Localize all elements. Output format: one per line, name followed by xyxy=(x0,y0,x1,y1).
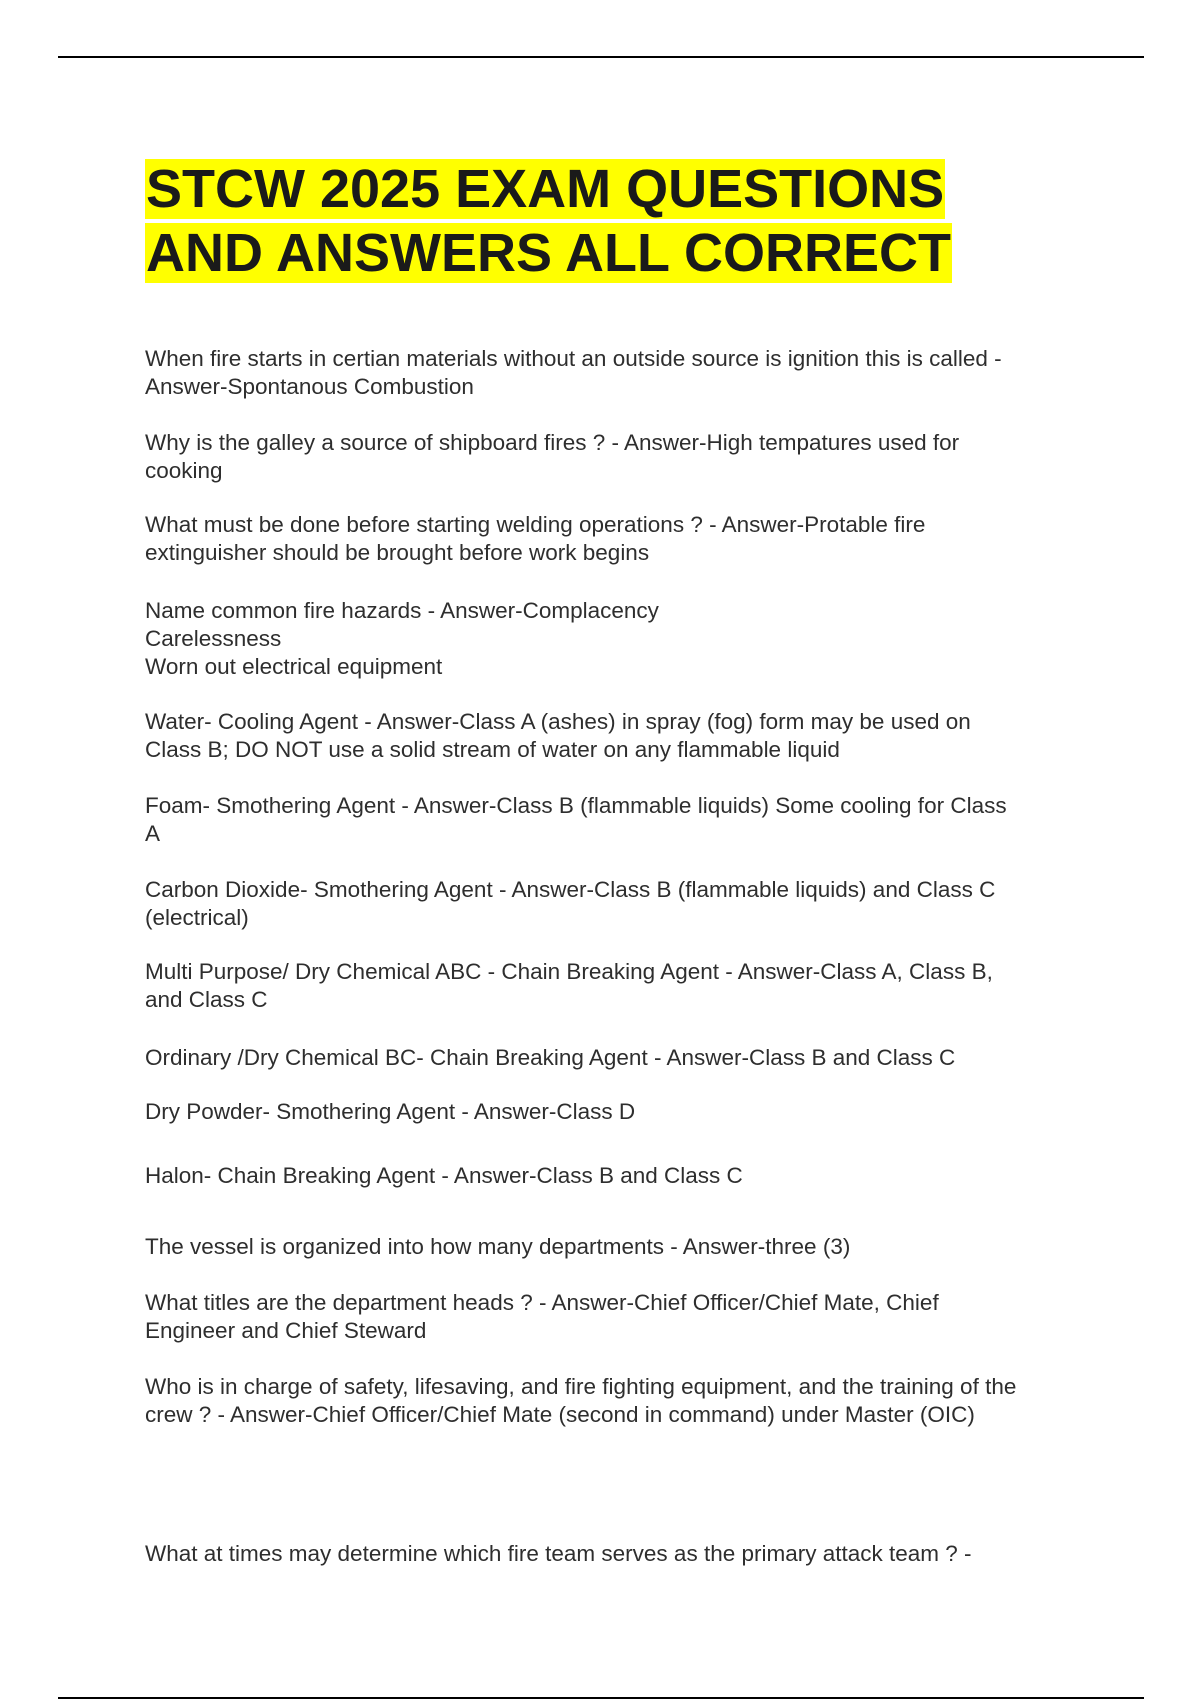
qa-item: Ordinary /Dry Chemical BC- Chain Breaking Agent - Answer-Class B and Class C xyxy=(145,1045,956,1070)
qa-item: Why is the galley a source of shipboard fires ? - Answer-High tempatures used for cooking xyxy=(145,430,960,483)
top-rule xyxy=(58,56,1144,58)
page-title xyxy=(145,157,952,285)
qa-item: Foam- Smothering Agent - Answer-Class B (flammable liquids) Some cooling for Class A xyxy=(145,793,1007,846)
qa-item: What at times may determine which fire team serves as the primary attack team ? - xyxy=(145,1541,972,1566)
qa-item: Water- Cooling Agent - Answer-Class A (ashes) in spray (fog) form may be used on Class B; DO NOT use a solid stream of water on any flammable liquid xyxy=(145,709,971,762)
qa-item: What titles are the department heads ? - Answer-Chief Officer/Chief Mate, Chief Engineer and Chief Steward xyxy=(145,1290,939,1343)
qa-item: Halon- Chain Breaking Agent - Answer-Class B and Class C xyxy=(145,1163,743,1188)
title-line-2: AND ANSWERS ALL CORRECT xyxy=(146,223,951,283)
qa-item: Multi Purpose/ Dry Chemical ABC - Chain Breaking Agent - Answer-Class A, Class B, and Class C xyxy=(145,959,993,1012)
qa-item: Who is in charge of safety, lifesaving, and fire fighting equipment, and the training of the crew ? - Answer-Chief Officer/Chief Mate (second in command) under Master (OIC) xyxy=(145,1374,1017,1427)
bottom-rule xyxy=(58,1697,1144,1699)
title-line-1: STCW 2025 EXAM QUESTIONS xyxy=(146,159,945,219)
qa-item: Dry Powder- Smothering Agent - Answer-Class D xyxy=(145,1099,636,1124)
qa-item: What must be done before starting welding operations ? - Answer-Protable fire extinguisher should be brought before work begins xyxy=(145,512,926,565)
qa-item: Carbon Dioxide- Smothering Agent - Answer-Class B (flammable liquids) and Class C (electrical) xyxy=(145,877,996,930)
qa-item: Name common fire hazards - Answer-Complacency Carelessness Worn out electrical equipment xyxy=(145,598,659,679)
qa-item: The vessel is organized into how many departments - Answer-three (3) xyxy=(145,1234,851,1259)
qa-item: When fire starts in certian materials without an outside source is ignition this is called - Answer-Spontanous Combustion xyxy=(145,346,1002,399)
